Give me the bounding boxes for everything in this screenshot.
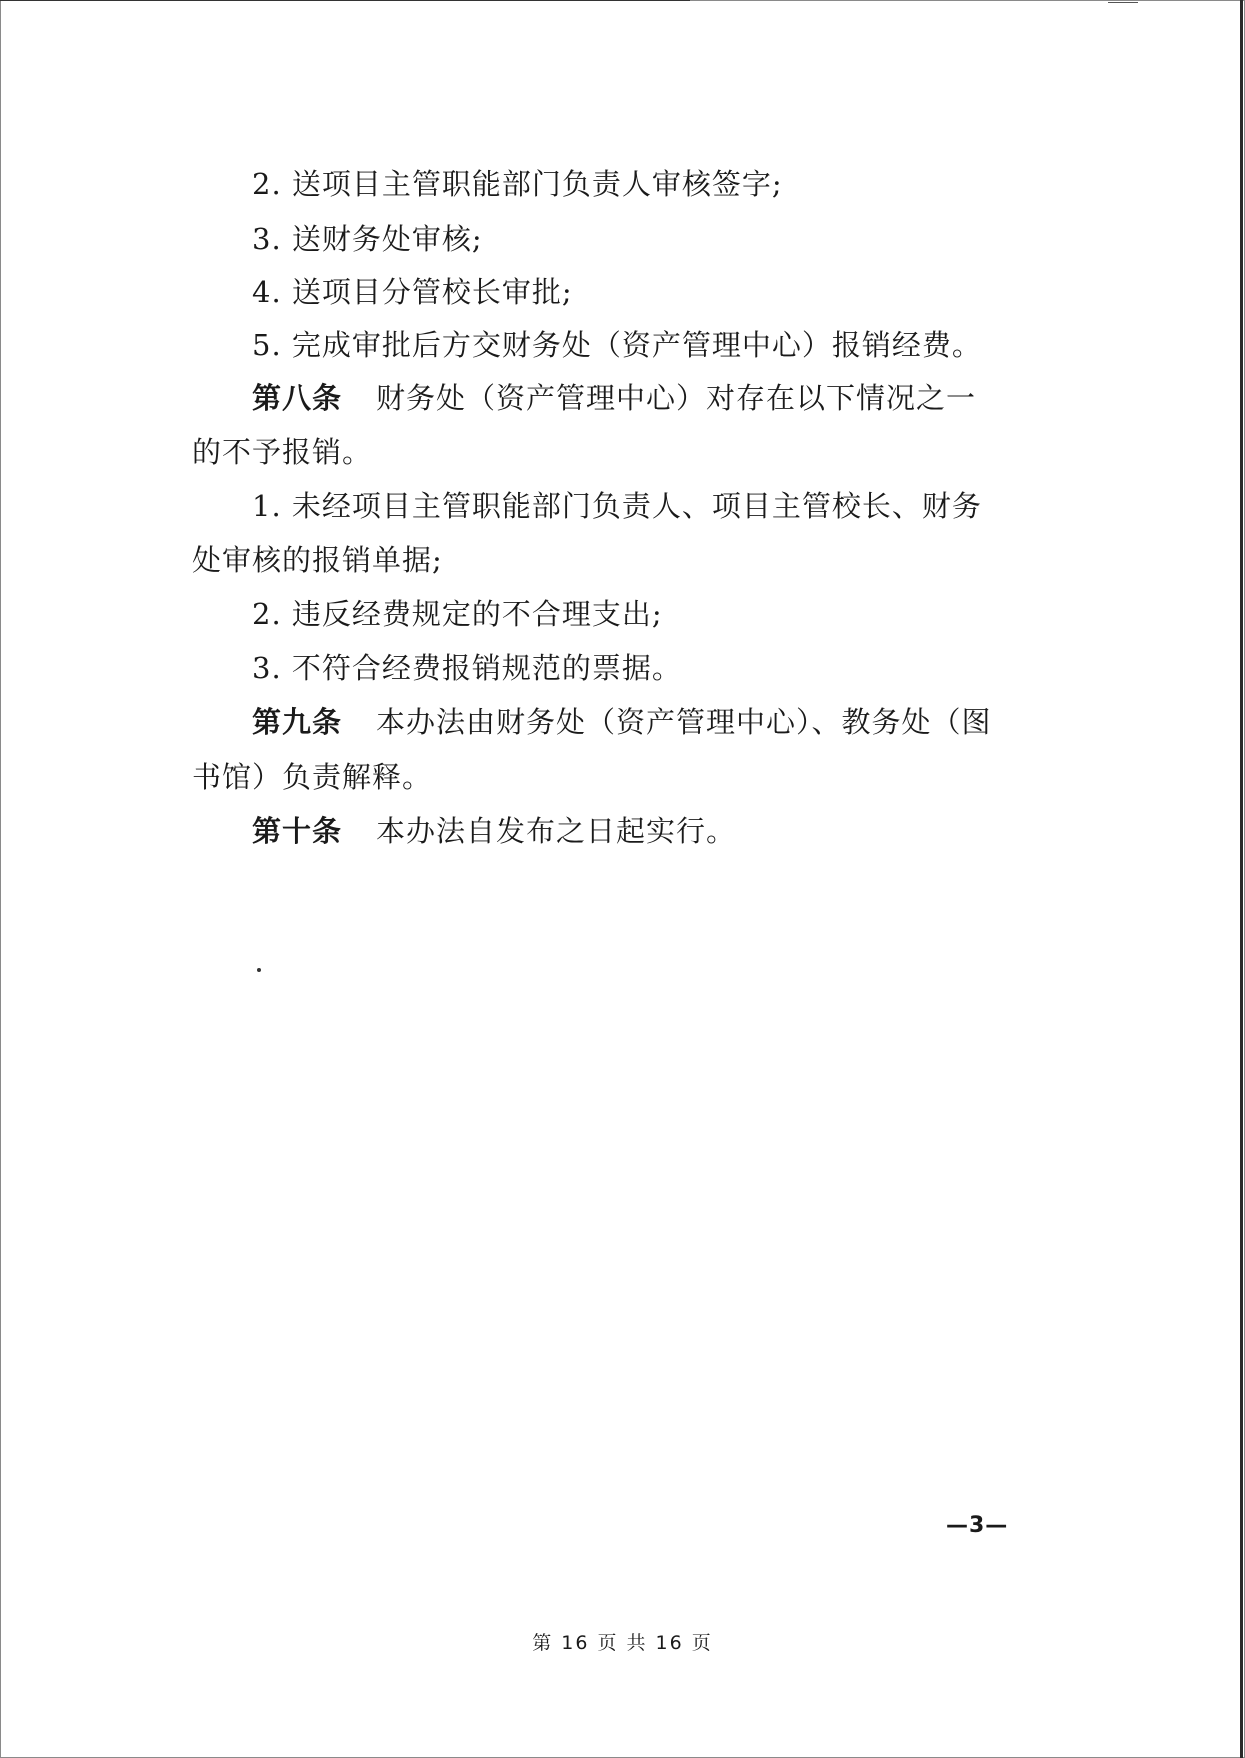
line-text: 3. 不符合经费报销规范的票据。 (252, 651, 682, 685)
scan-right-edge (1240, 0, 1243, 1758)
stray-dot (257, 968, 261, 972)
article-8-continued (192, 432, 372, 472)
article-heading: 第九条 (252, 705, 343, 739)
list-item-1 (252, 486, 982, 526)
list-item-3b (252, 648, 682, 688)
scan-top-edge (0, 0, 690, 1)
line-text: 本办法自发布之日起实行。 (376, 814, 737, 848)
scan-top-edge-mark (1108, 2, 1138, 3)
line-text: 处审核的报销单据; (192, 543, 443, 577)
article-9-continued (192, 757, 432, 797)
list-item-3 (252, 219, 483, 259)
list-item-5 (252, 325, 982, 365)
article-10 (252, 811, 736, 851)
list-item-2b (252, 594, 663, 634)
line-text: 5. 完成审批后方交财务处（资产管理中心）报销经费。 (252, 328, 982, 362)
article-8 (252, 378, 976, 418)
article-9 (252, 702, 992, 742)
page-footer: 第 16 页 共 16 页 (532, 1632, 713, 1654)
line-text: 4. 送项目分管校长审批; (252, 275, 573, 309)
page-number: —3— (946, 1513, 1009, 1538)
line-text: 的不予报销。 (192, 435, 373, 469)
list-item-2 (252, 164, 783, 204)
line-text: 1. 未经项目主管职能部门负责人、项目主管校长、财务 (252, 489, 982, 523)
line-text: 书馆）负责解释。 (192, 760, 433, 794)
article-heading: 第十条 (252, 814, 343, 848)
line-text: 2. 违反经费规定的不合理支出; (252, 597, 663, 631)
line-text: 2. 送项目主管职能部门负责人审核签字; (252, 167, 783, 201)
line-text: 本办法由财务处（资产管理中心）、教务处（图 (376, 705, 992, 739)
article-heading: 第八条 (252, 381, 343, 415)
line-text: 财务处（资产管理中心）对存在以下情况之一 (376, 381, 977, 415)
list-item-4 (252, 272, 573, 312)
line-text: 3. 送财务处审核; (252, 222, 483, 256)
list-item-1-continued (192, 540, 443, 580)
